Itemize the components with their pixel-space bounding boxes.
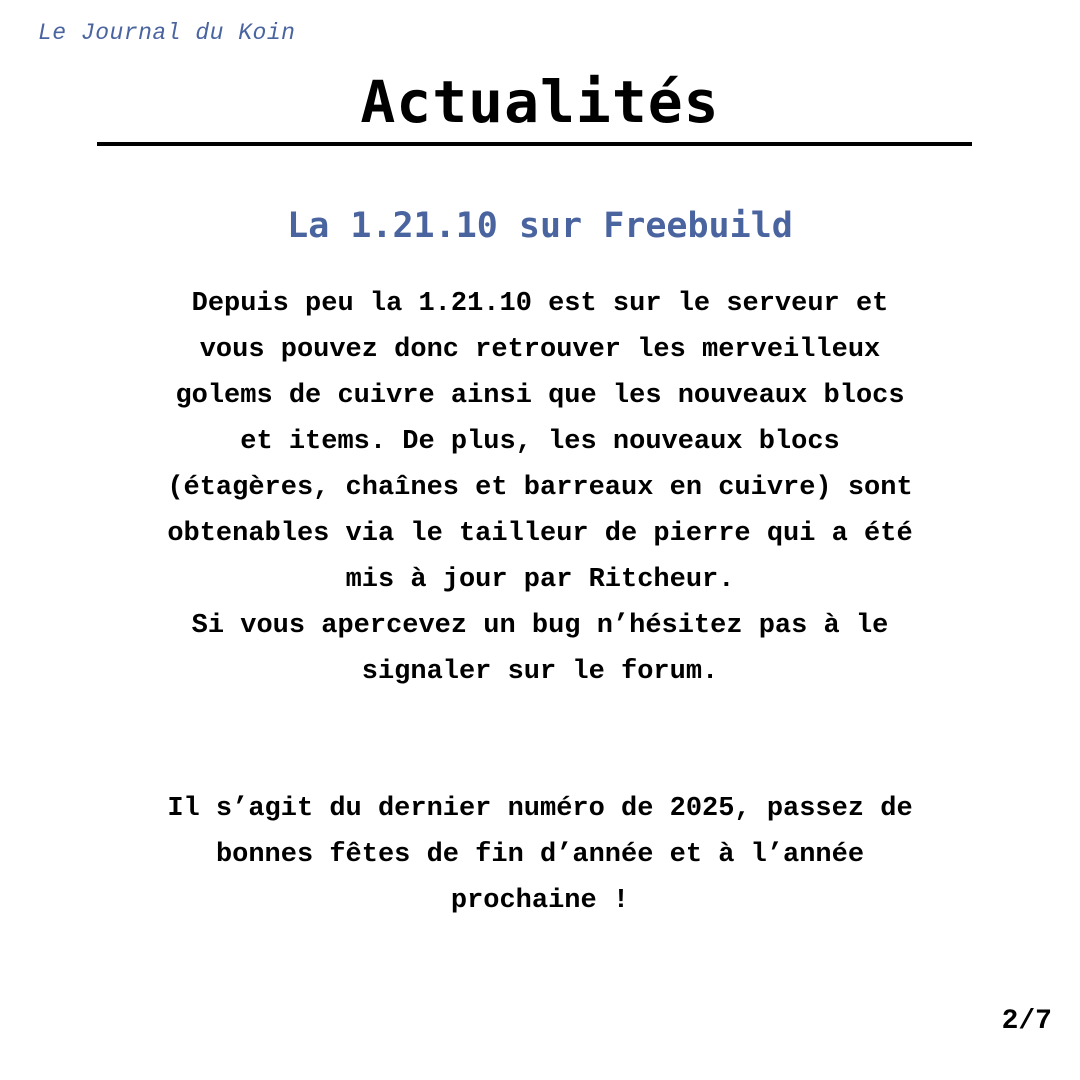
article-line: obtenables via le tailleur de pierre qui a été bbox=[167, 519, 913, 549]
closing-message bbox=[100, 786, 980, 924]
article-line: Si vous apercevez un bug n’hésitez pas à le bbox=[191, 611, 889, 641]
page-title: Actualités bbox=[360, 68, 720, 136]
article-line: (étagères, chaînes et barreaux en cuivre) sont bbox=[167, 473, 913, 503]
title-divider bbox=[97, 142, 972, 146]
article-line: et items. De plus, les nouveaux blocs bbox=[240, 427, 840, 457]
article-line: golems de cuivre ainsi que les nouveaux blocs bbox=[175, 381, 905, 411]
closing-line: prochaine ! bbox=[450, 886, 630, 916]
article-line: signaler sur le forum. bbox=[361, 657, 719, 687]
article-line: Depuis peu la 1.21.10 est sur le serveur et bbox=[191, 289, 889, 319]
article-line: mis à jour par Ritcheur. bbox=[345, 565, 735, 595]
closing-line: Il s’agit du dernier numéro de 2025, passez de bbox=[167, 794, 913, 824]
closing-line: bonnes fêtes de fin d’année et à l’année bbox=[215, 840, 865, 870]
article-body bbox=[100, 281, 980, 695]
journal-name: Le Journal du Koin bbox=[38, 20, 296, 46]
article-title: La 1.21.10 sur Freebuild bbox=[287, 206, 793, 246]
article-line: vous pouvez donc retrouver les merveilleux bbox=[199, 335, 881, 365]
page-number: 2/7 bbox=[1001, 1006, 1052, 1037]
